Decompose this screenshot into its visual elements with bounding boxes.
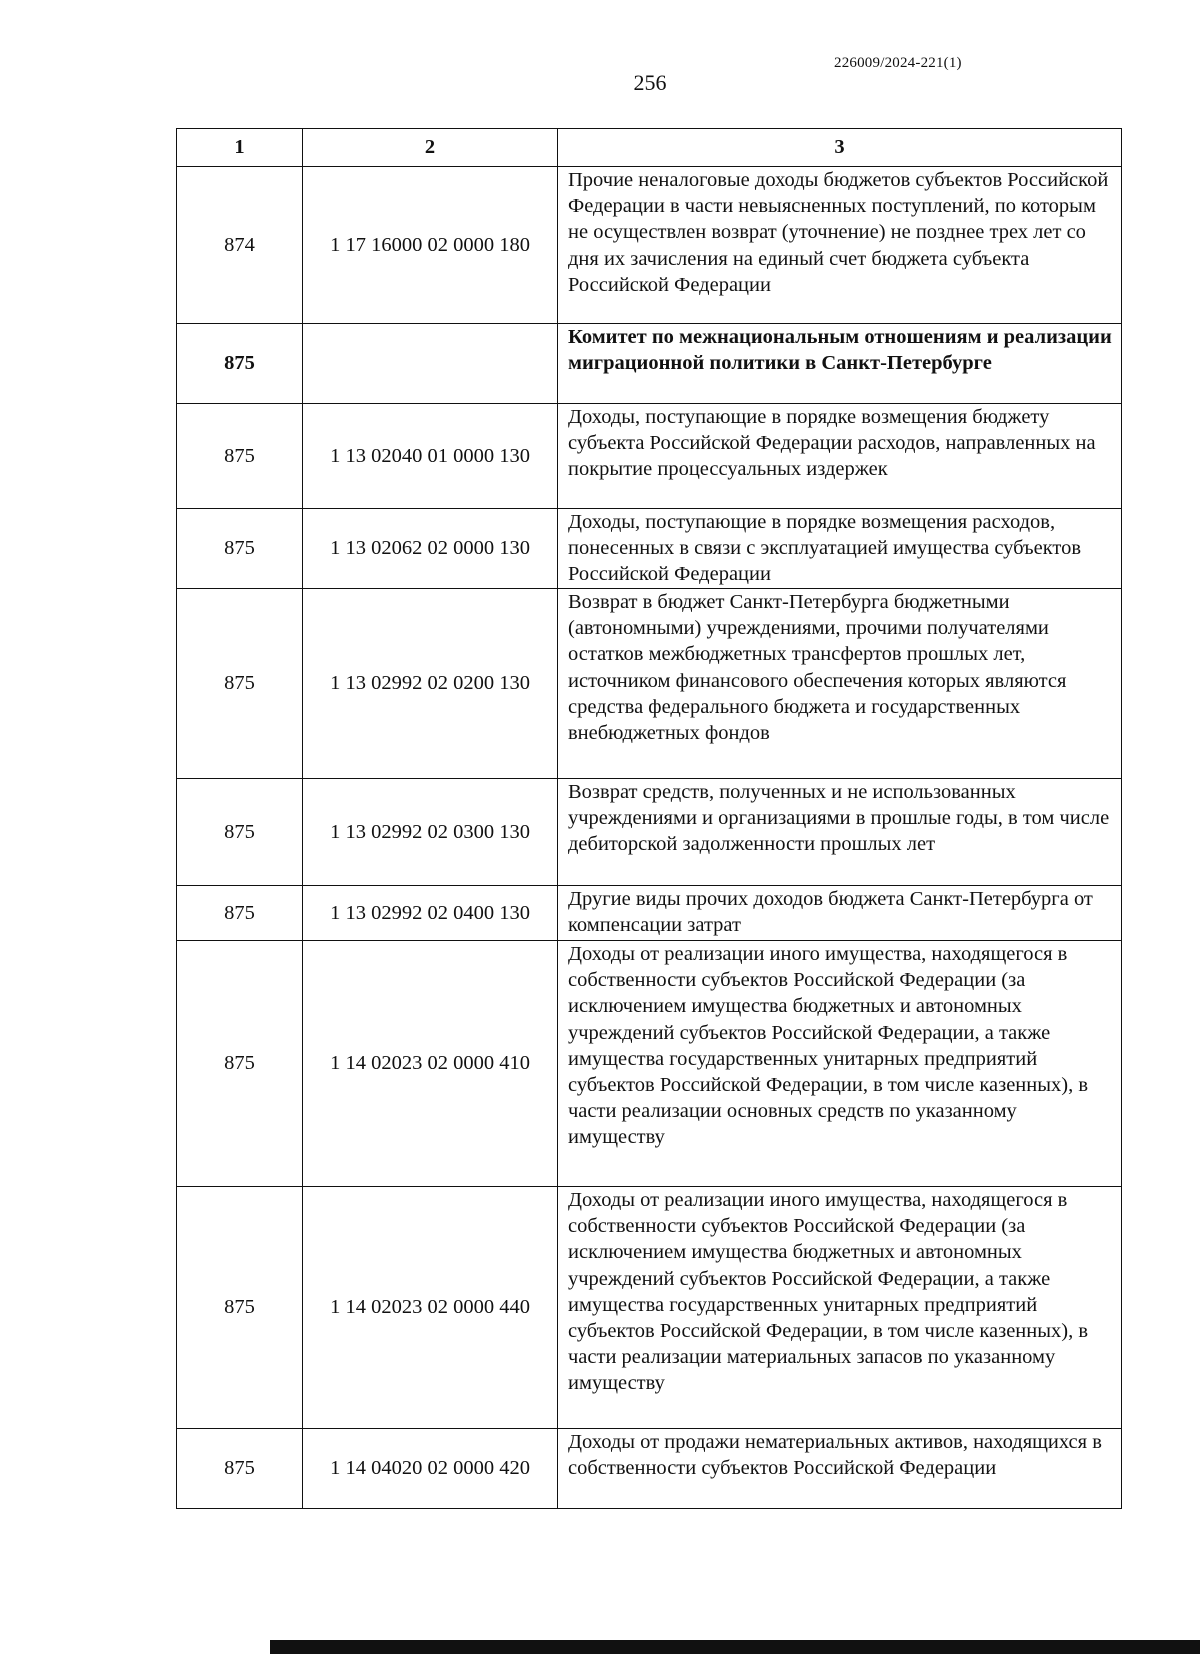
admin-code-cell: 875 xyxy=(177,886,303,941)
budget-classification-code-cell xyxy=(303,324,558,404)
budget-classification-code-cell: 1 17 16000 02 0000 180 xyxy=(303,167,558,324)
budget-classification-code-cell: 1 13 02992 02 0400 130 xyxy=(303,886,558,941)
budget-classification-code-cell: 1 13 02992 02 0200 130 xyxy=(303,589,558,779)
table-row xyxy=(177,886,1122,941)
table-header-row xyxy=(177,129,1122,167)
admin-code-cell: 875 xyxy=(177,1187,303,1429)
table-row xyxy=(177,509,1122,589)
table-row-administrator-heading xyxy=(177,324,1122,404)
admin-code-cell: 875 xyxy=(177,324,303,404)
table-row xyxy=(177,1429,1122,1509)
table-row xyxy=(177,167,1122,324)
revenue-description-cell: Доходы, поступающие в порядке возмещения расходов, понесенных в связи с эксплуатацией имущества субъектов Российской Федерации xyxy=(558,509,1122,589)
column-header-1: 1 xyxy=(177,129,303,167)
page-number: 256 xyxy=(633,70,667,95)
admin-code-cell: 874 xyxy=(177,167,303,324)
table-row xyxy=(177,1187,1122,1429)
administrator-name-cell: Комитет по межнациональным отношениям и реализации миграционной политики в Санкт-Петербурге xyxy=(558,324,1122,404)
budget-classification-code-cell: 1 13 02992 02 0300 130 xyxy=(303,779,558,886)
admin-code-cell: 875 xyxy=(177,404,303,509)
revenue-description-cell: Доходы от реализации иного имущества, находящегося в собственности субъектов Российской Федерации (за исключением имущества бюджетных и автономных учреждений субъектов Российской Федерации, а также имущества государственных унитарных предприятий субъектов Российской Федерации, в том числе казенных), в части реализации материальных запасов по указанному имуществу xyxy=(558,1187,1122,1429)
admin-code-cell: 875 xyxy=(177,589,303,779)
revenue-description-cell: Доходы от продажи нематериальных активов, находящихся в собственности субъектов Российской Федерации xyxy=(558,1429,1122,1509)
revenue-description-cell: Доходы, поступающие в порядке возмещения бюджету субъекта Российской Федерации расходов, направленных на покрытие процессуальных издержек xyxy=(558,404,1122,509)
table-row xyxy=(177,589,1122,779)
admin-code-cell: 875 xyxy=(177,941,303,1187)
scan-edge-bar xyxy=(270,1640,1200,1654)
column-header-3: 3 xyxy=(558,129,1122,167)
revenue-description-cell: Доходы от реализации иного имущества, находящегося в собственности субъектов Российской Федерации (за исключением имущества бюджетных и автономных учреждений субъектов Российской Федерации, а также имущества государственных унитарных предприятий субъектов Российской Федерации, в том числе казенных), в части реализации основных средств по указанному имуществу xyxy=(558,941,1122,1187)
revenue-description-cell: Прочие неналоговые доходы бюджетов субъектов Российской Федерации в части невыясненных поступлений, по которым не осуществлен возврат (уточнение) не позднее трех лет со дня их зачисления на единый счет бюджета субъекта Российской Федерации xyxy=(558,167,1122,324)
revenue-description-cell: Возврат средств, полученных и не использованных учреждениями и организациями в прошлые годы, в том числе дебиторской задолженности прошлых лет xyxy=(558,779,1122,886)
table-row xyxy=(177,779,1122,886)
revenue-classification-table xyxy=(176,128,1122,1509)
column-header-2: 2 xyxy=(303,129,558,167)
budget-classification-code-cell: 1 13 02040 01 0000 130 xyxy=(303,404,558,509)
budget-classification-code-cell: 1 14 02023 02 0000 440 xyxy=(303,1187,558,1429)
budget-classification-code-cell: 1 14 02023 02 0000 410 xyxy=(303,941,558,1187)
budget-classification-code-cell: 1 13 02062 02 0000 130 xyxy=(303,509,558,589)
document-registration-number: 226009/2024-221(1) xyxy=(834,55,962,71)
revenue-classification-table-container xyxy=(176,128,1121,1509)
revenue-description-cell: Возврат в бюджет Санкт-Петербурга бюджетными (автономными) учреждениями, прочими получателями остатков межбюджетных трансфертов прошлых лет, источником финансового обеспечения которых являются средства федерального бюджета и государственных внебюджетных фондов xyxy=(558,589,1122,779)
table-row xyxy=(177,404,1122,509)
admin-code-cell: 875 xyxy=(177,779,303,886)
admin-code-cell: 875 xyxy=(177,1429,303,1509)
revenue-description-cell: Другие виды прочих доходов бюджета Санкт-Петербурга от компенсации затрат xyxy=(558,886,1122,941)
admin-code-cell: 875 xyxy=(177,509,303,589)
table-row xyxy=(177,941,1122,1187)
budget-classification-code-cell: 1 14 04020 02 0000 420 xyxy=(303,1429,558,1509)
